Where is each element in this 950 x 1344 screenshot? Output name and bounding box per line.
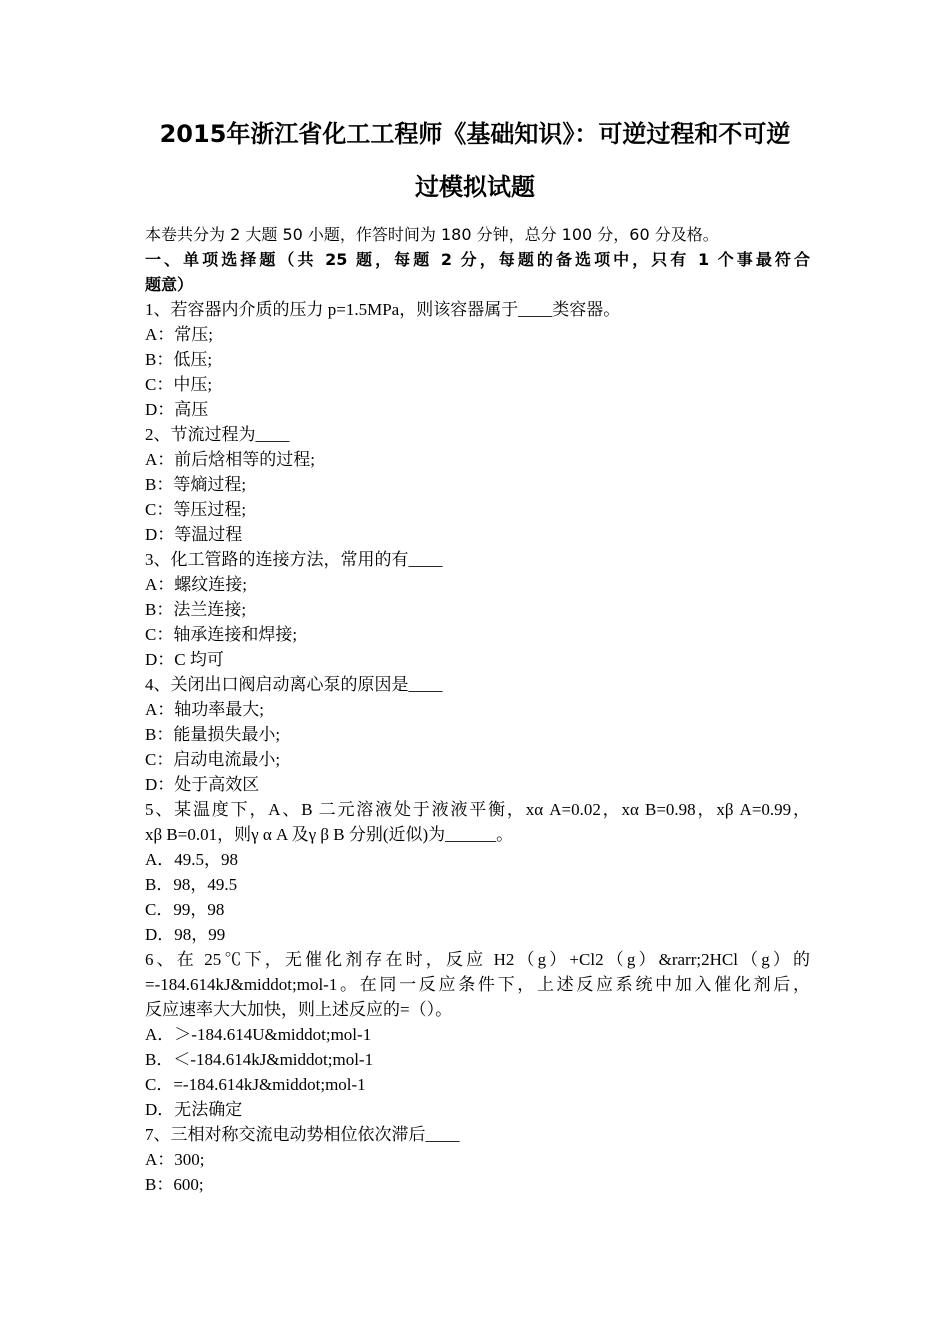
answer-option: D：C 均可: [145, 650, 224, 669]
question-text-line: 6、在 25℃下，无催化剂存在时，反应 H2（g）+Cl2（g）&rarr;2HCl（g）的: [145, 950, 810, 969]
question-text-line: 7、三相对称交流电动势相位依次滞后____: [145, 1125, 460, 1144]
answer-option: C：中压;: [145, 375, 213, 394]
answer-option: A：常压;: [145, 325, 213, 344]
answer-option: B．＜-184.614kJ&middot;mol-1: [145, 1050, 374, 1069]
answer-option: A．＞-184.614U&middot;mol-1: [145, 1025, 372, 1044]
answer-option: D：处于高效区: [145, 775, 260, 794]
answer-option: C．=-184.614kJ&middot;mol-1: [145, 1075, 366, 1094]
answer-option: D．无法确定: [145, 1100, 243, 1119]
section-heading-line-1: 一、单项选择题（共 25 题，每题 2 分，每题的备选项中，只有 1 个事最符合: [145, 250, 810, 269]
answer-option: A．49.5，98: [145, 850, 239, 869]
question-text-line: 2、节流过程为____: [145, 425, 290, 444]
question-text-line: 反应速率大大加快，则上述反应的=（）。: [145, 1000, 453, 1019]
answer-option: A：300;: [145, 1150, 205, 1169]
question-text-line: 4、关闭出口阀启动离心泵的原因是____: [145, 675, 443, 694]
answer-option: B：低压;: [145, 350, 213, 369]
section-heading-line-2: 题意）: [145, 275, 194, 294]
answer-option: C：启动电流最小;: [145, 750, 281, 769]
exam-intro: 本卷共分为 2 大题 50 小题，作答时间为 180 分钟，总分 100 分，60 分及格。: [145, 225, 719, 244]
answer-option: D．98，99: [145, 925, 226, 944]
question-text-line: 5、某温度下，A、B 二元溶液处于液液平衡，xα A=0.02，xα B=0.98，xβ A=0.99，: [145, 800, 810, 819]
question-text-line: 1、若容器内介质的压力 p=1.5MPa，则该容器属于____类容器。: [145, 300, 621, 319]
question-text-line: 3、化工管路的连接方法，常用的有____: [145, 550, 443, 569]
answer-option: C：轴承连接和焊接;: [145, 625, 298, 644]
question-text-line: =-184.614kJ&middot;mol-1。在同一反应条件下，上述反应系统中加入催化剂后，: [145, 975, 810, 994]
answer-option: D：高压: [145, 400, 209, 419]
question-list: [145, 297, 810, 1197]
document-title-line-2: 过模拟试题: [415, 173, 535, 201]
document-body: [145, 222, 810, 1197]
document-title-line-1: 2015年浙江省化工工程师《基础知识》：可逆过程和不可逆: [159, 120, 791, 148]
answer-option: A：前后焓相等的过程;: [145, 450, 315, 469]
answer-option: B：能量损失最小;: [145, 725, 281, 744]
answer-option: B：法兰连接;: [145, 600, 247, 619]
question-text-line: xβ B=0.01，则γ α A 及γ β B 分别(近似)为______。: [145, 825, 514, 844]
answer-option: C．99，98: [145, 900, 225, 919]
answer-option: B：等熵过程;: [145, 475, 247, 494]
answer-option: C：等压过程;: [145, 500, 247, 519]
answer-option: A：螺纹连接;: [145, 575, 247, 594]
answer-option: B：600;: [145, 1175, 204, 1194]
answer-option: A：轴功率最大;: [145, 700, 264, 719]
answer-option: B．98，49.5: [145, 875, 238, 894]
answer-option: D：等温过程: [145, 525, 243, 544]
